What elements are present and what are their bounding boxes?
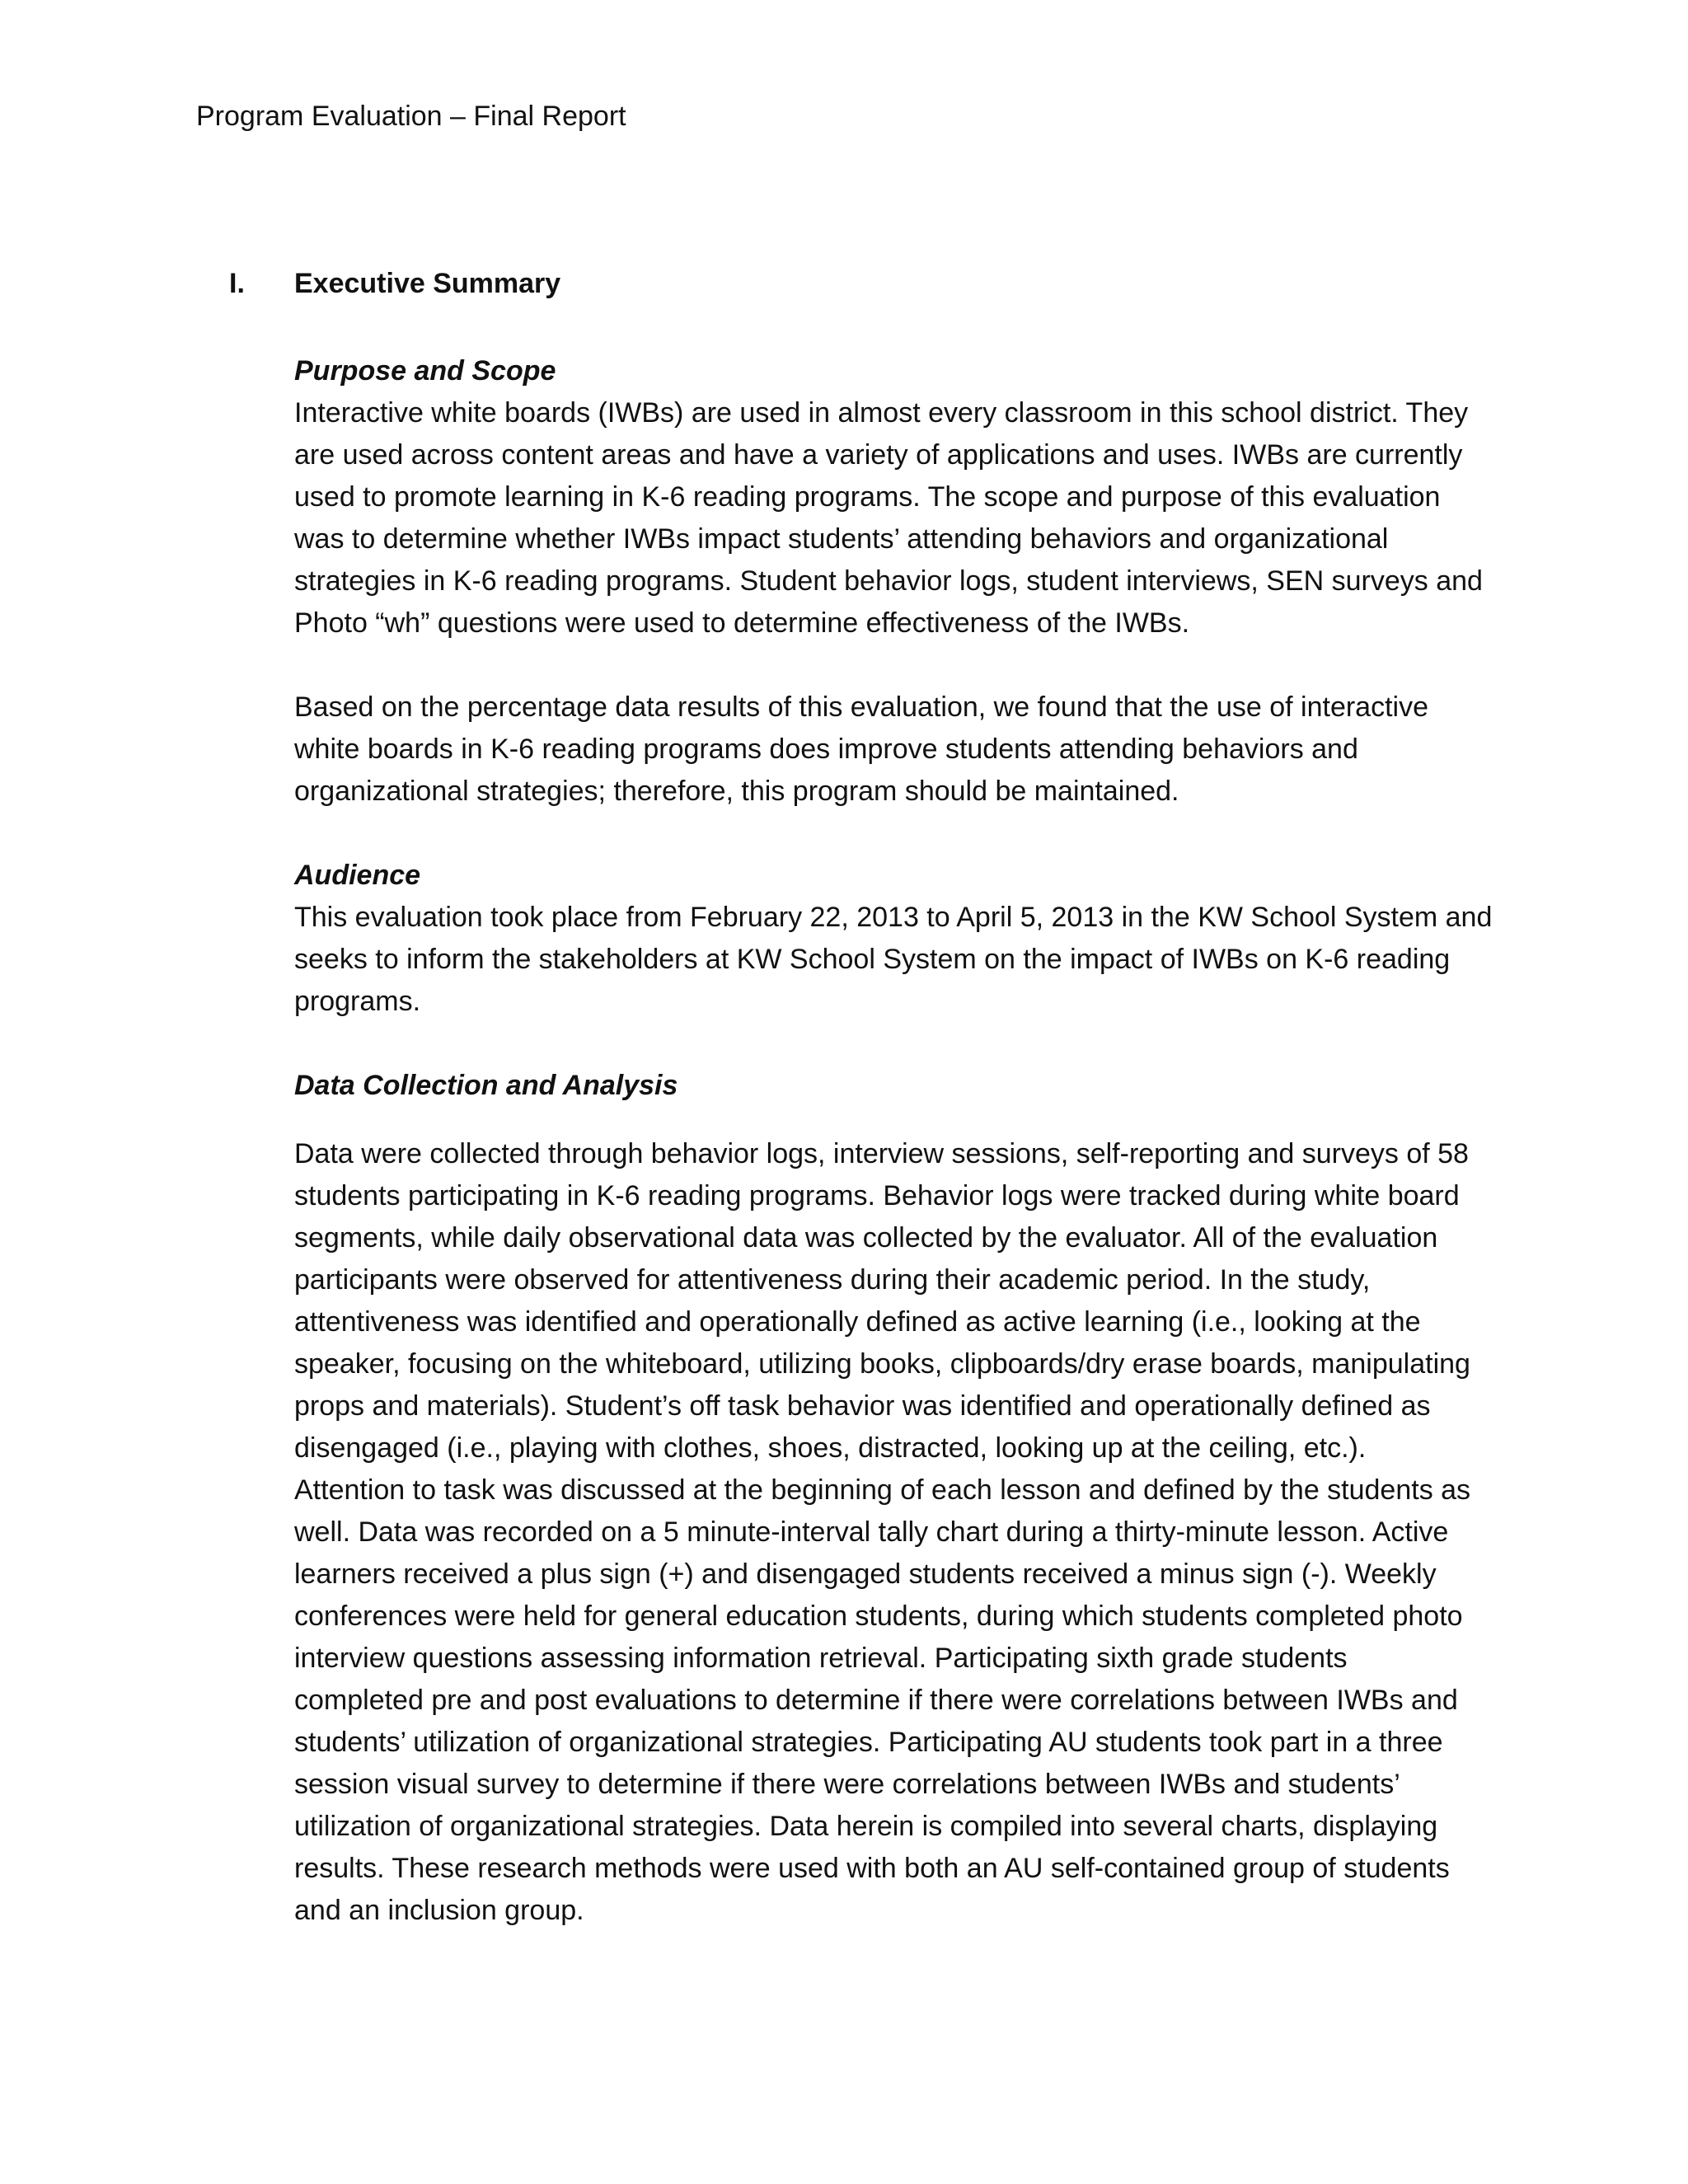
- text-line: white boards in K-6 reading programs does improve students attending behaviors and: [294, 733, 1358, 765]
- text-line: attentiveness was identified and operationally defined as active learning (i.e., looking at the: [294, 1306, 1421, 1338]
- purpose-heading: Purpose and Scope: [294, 355, 556, 387]
- text-line: Data were collected through behavior logs, interview sessions, self-reporting and surveys of 58: [294, 1138, 1469, 1169]
- text-line: organizational strategies; therefore, this program should be maintained.: [294, 776, 1179, 807]
- text-line: Based on the percentage data results of this evaluation, we found that the use of interactive: [294, 691, 1429, 723]
- section-title: Executive Summary: [294, 268, 561, 299]
- text-line: This evaluation took place from February 22, 2013 to April 5, 2013 in the KW School System and: [294, 902, 1493, 933]
- text-line: participants were observed for attentiveness during their academic period. In the study,: [294, 1264, 1371, 1296]
- text-line: students’ utilization of organizational strategies. Participating AU students took part in a three: [294, 1727, 1443, 1758]
- paragraph-gap: [294, 644, 1465, 687]
- text-line: conferences were held for general education students, during which students completed photo: [294, 1601, 1463, 1632]
- text-line: are used across content areas and have a variety of applications and uses. IWBs are currently: [294, 439, 1463, 471]
- text-line: programs.: [294, 986, 421, 1017]
- section-content: [294, 350, 1493, 1932]
- text-line: and an inclusion group.: [294, 1895, 584, 1926]
- text-line: used to promote learning in K-6 reading programs. The scope and purpose of this evaluation: [294, 481, 1441, 513]
- running-header: Program Evaluation – Final Report: [196, 101, 626, 132]
- text-line: Photo “wh” questions were used to determine effectiveness of the IWBs.: [294, 607, 1190, 639]
- section-heading: [229, 266, 560, 301]
- text-line: Interactive white boards (IWBs) are used in almost every classroom in this school district. They: [294, 397, 1469, 429]
- text-line: was to determine whether IWBs impact students’ attending behaviors and organizational: [294, 523, 1389, 555]
- text-line: utilization of organizational strategies. Data herein is compiled into several charts, displaying: [294, 1811, 1438, 1842]
- data-collection-paragraph: [294, 1133, 1471, 1932]
- text-line: learners received a plus sign (+) and disengaged students received a minus sign (-). Weekly: [294, 1558, 1437, 1590]
- purpose-paragraph-2: [294, 687, 1465, 813]
- audience-heading: Audience: [294, 860, 421, 891]
- text-line: Attention to task was discussed at the beginning of each lesson and defined by the students as: [294, 1474, 1471, 1506]
- text-line: students participating in K-6 reading programs. Behavior logs were tracked during white board: [294, 1180, 1460, 1212]
- purpose-paragraph-1: [294, 392, 1483, 644]
- text-line: strategies in K-6 reading programs. Student behavior logs, student interviews, SEN surveys and: [294, 565, 1483, 597]
- text-line: segments, while daily observational data was collected by the evaluator. All of the evaluation: [294, 1222, 1438, 1254]
- paragraph-gap: [294, 1023, 1465, 1065]
- text-line: well. Data was recorded on a 5 minute-interval tally chart during a thirty-minute lesson. Active: [294, 1516, 1449, 1548]
- data-collection-heading: Data Collection and Analysis: [294, 1070, 678, 1101]
- paragraph-gap: [294, 813, 1465, 855]
- text-line: disengaged (i.e., playing with clothes, shoes, distracted, looking up at the ceiling, etc.).: [294, 1432, 1367, 1464]
- text-line: interview questions assessing information retrieval. Participating sixth grade students: [294, 1643, 1348, 1674]
- paragraph-gap: [294, 1107, 1465, 1133]
- text-line: seeks to inform the stakeholders at KW School System on the impact of IWBs on K-6 reading: [294, 944, 1451, 975]
- section-numeral: I.: [229, 268, 245, 299]
- text-line: completed pre and post evaluations to determine if there were correlations between IWBs and: [294, 1685, 1458, 1716]
- text-line: results. These research methods were used with both an AU self-contained group of students: [294, 1853, 1450, 1884]
- audience-paragraph: [294, 897, 1493, 1023]
- text-line: speaker, focusing on the whiteboard, utilizing books, clipboards/dry erase boards, manipulating: [294, 1348, 1470, 1380]
- text-line: session visual survey to determine if there were correlations between IWBs and students’: [294, 1769, 1400, 1800]
- text-line: props and materials). Student’s off task behavior was identified and operationally defined as: [294, 1390, 1431, 1422]
